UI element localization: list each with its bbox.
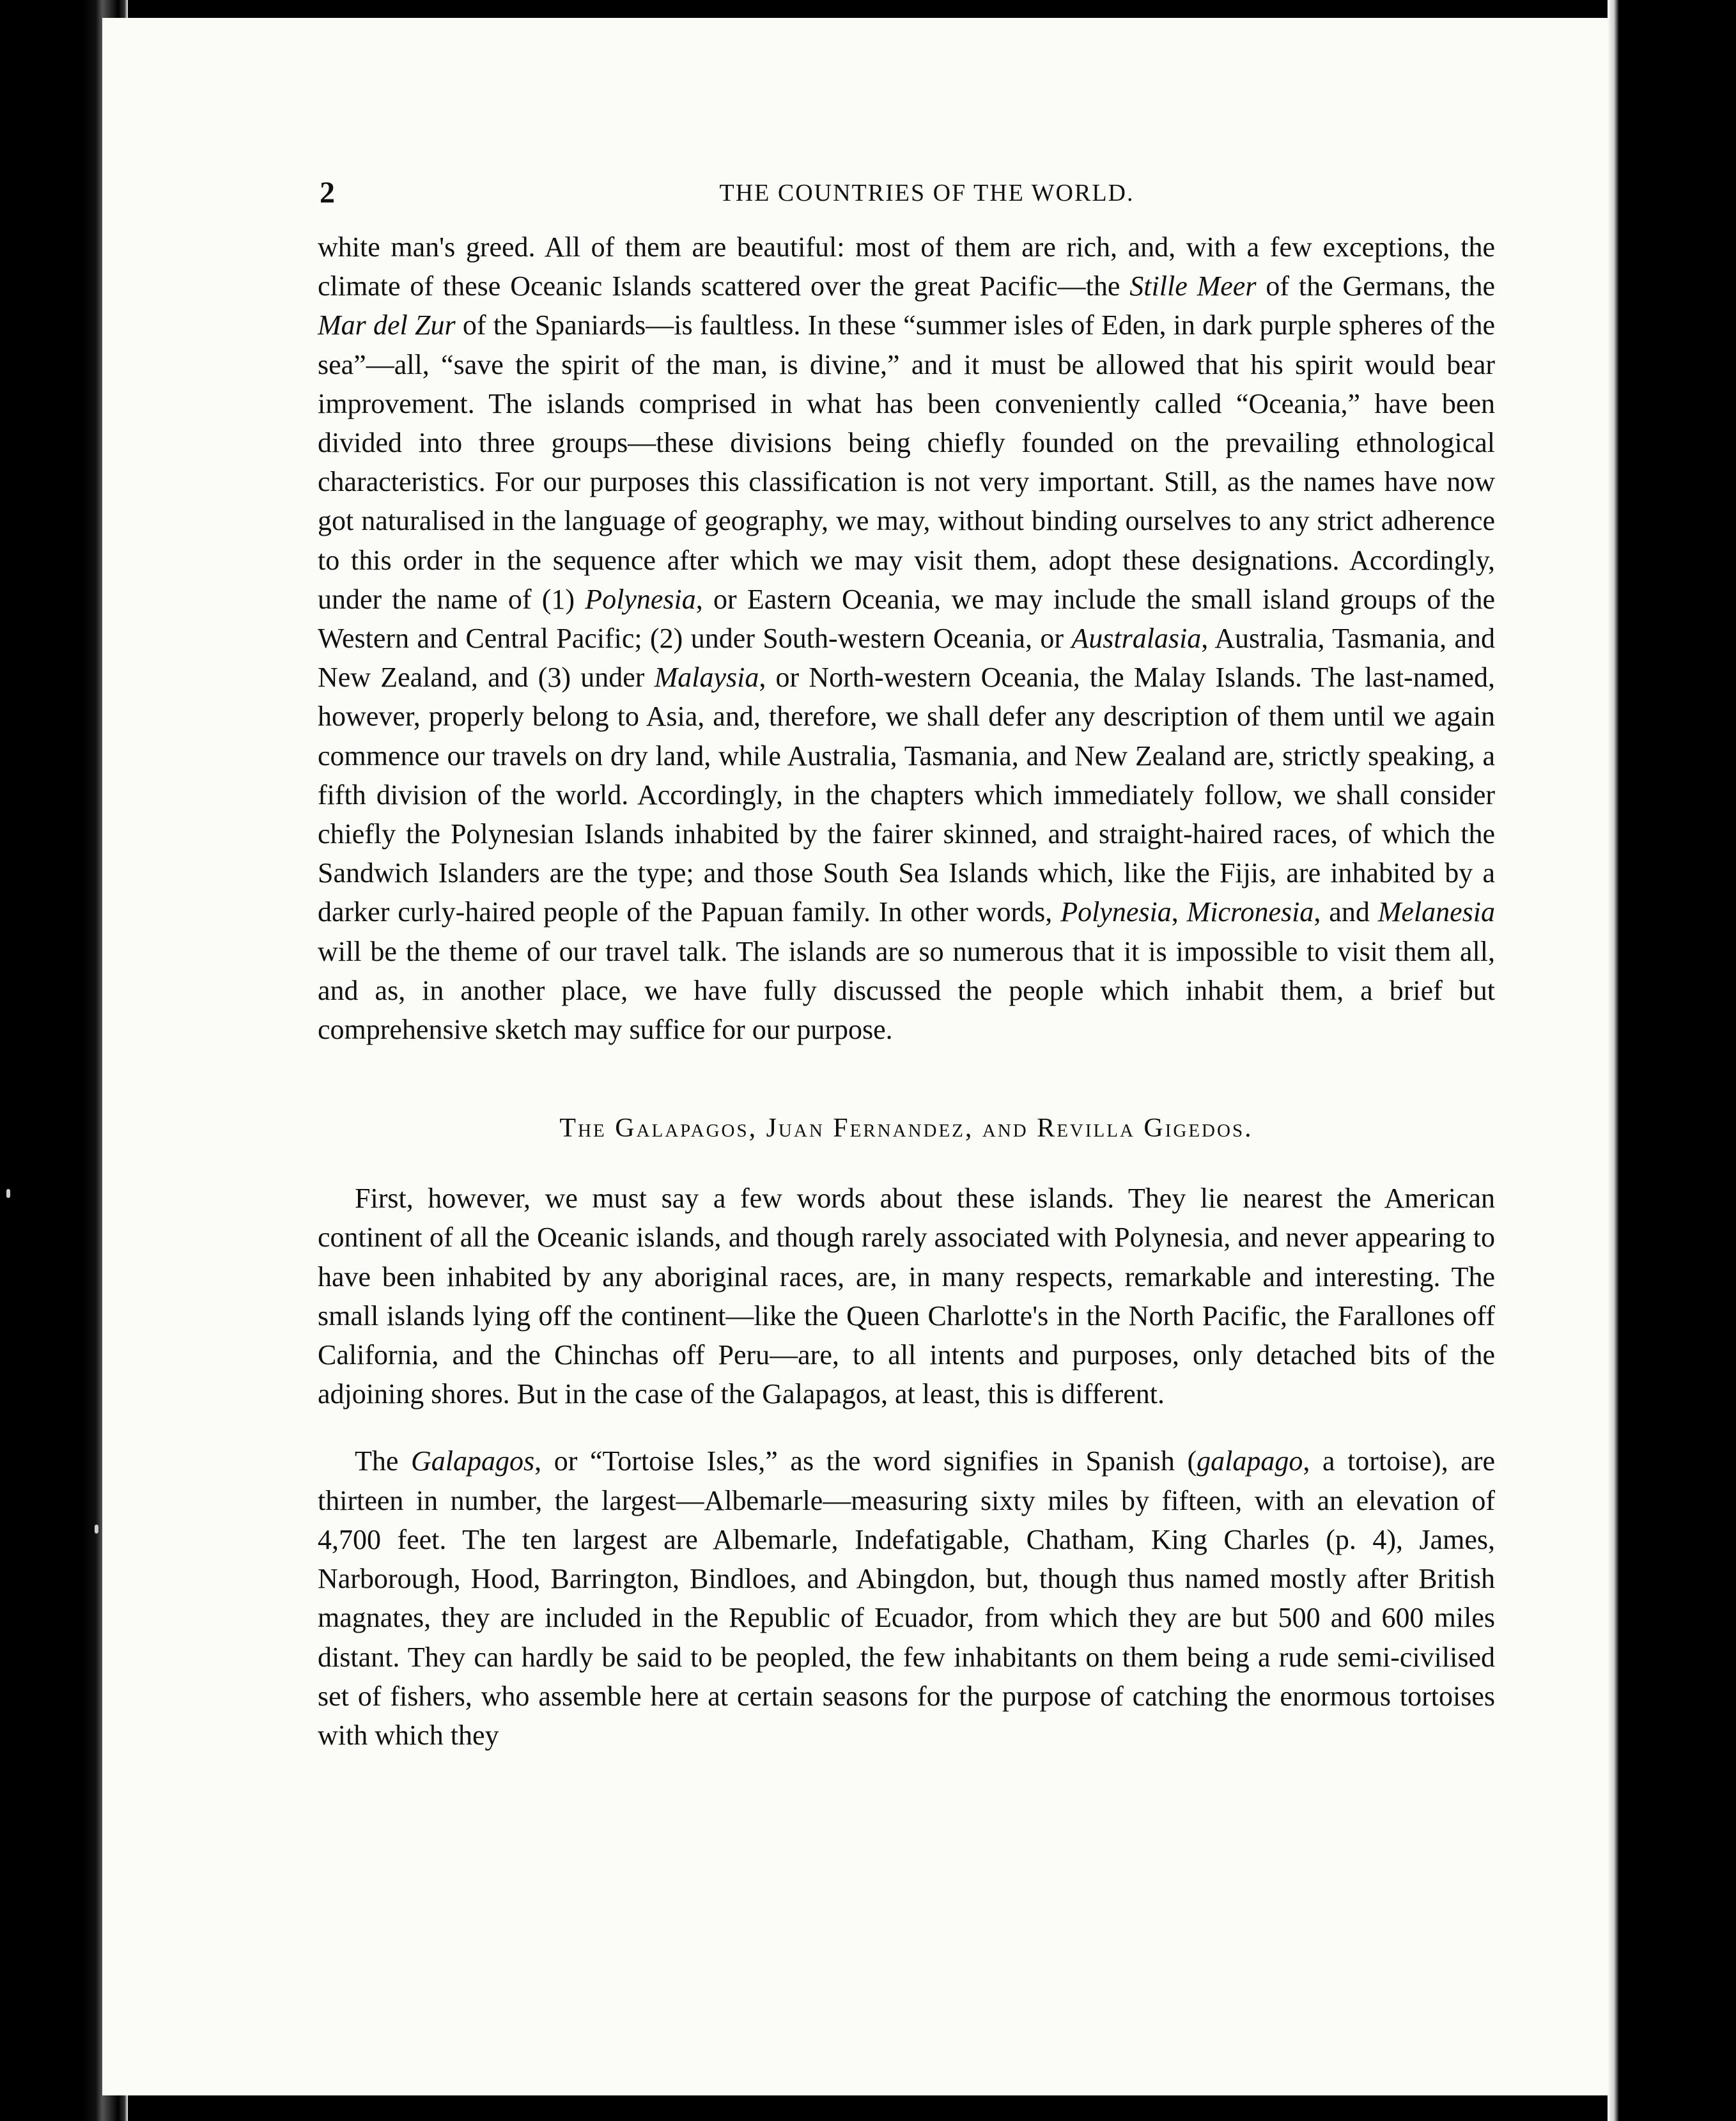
scan-speck: [95, 1525, 98, 1534]
page-body: [318, 228, 1495, 1755]
italic-term: Stille Meer: [1129, 270, 1257, 302]
text-run: , or North-western Oceania, the Malay Islands. The last-named, however, properly belong to Asia, and, therefore, we shall defer any description of them until we again commence our travels on dry land, while Australia, Tasmania, and New Zealand are, strictly speaking, a fifth division of the world. Accordingly, in the chapters which immediately follow, we shall consider chiefly the Polynesian Islands inhabited by the fairer skinned, and straight-haired races, of which the Sandwich Islanders are the type; and those South Sea Islands which, like the Fijis, are inhabited by a darker curly-haired people of the Papuan family. In other words,: [318, 662, 1495, 928]
italic-term: Polynesia: [1060, 896, 1172, 928]
text-run: , a tortoise), are thirteen in number, the largest—Albemarle—measuring sixty miles by fifteen, with an elevation of 4,700 feet. The ten largest are Albemarle, Indefatigable, Chatham, King Charles (p. 4), James, Narborough, Hood, Barrington, Bindloes, and Abingdon, but, though thus named mostly after British magnates, they are included in the Republic of Ecuador, from which they are but 500 and 600 miles distant. They can hardly be said to be peopled, the few inhabitants on them being a rude semi-civilised set of fishers, who assemble here at certain seasons for the purpose of catching the enormous tortoises with which they: [318, 1445, 1496, 1751]
italic-term: Micronesia: [1186, 896, 1314, 928]
italic-term: Mar del Zur: [318, 309, 456, 341]
text-run: , or “Tortoise Isles,” as the word signifies in Spanish (: [534, 1445, 1197, 1477]
text-run: , or Eastern Oceania, we may include the small island groups of the Western and Central Pacific; (2) under South-western Oceania, or: [318, 583, 1495, 655]
text-run: , Australia, Tasmania, and New Zealand, and (3) under: [318, 623, 1495, 694]
text-run: of the Germans, the: [1256, 270, 1495, 302]
paragraph-islands-overview: First, however, we must say a few words about these islands. They lie nearest the American continent of all the Oceanic islands, and though rarely associated with Polynesia, and never appearing to have been inhabited by any aboriginal races, are, in many respects, remarkable and interesting. The small islands lying off the continent—like the Queen Charlotte's in the North Pacific, the Farallones off California, and the Chinchas off Peru—are, to all intents and purposes, only detached bits of the adjoining shores. But in the case of the Galapagos, at least, this is different.: [318, 1183, 1495, 1410]
page-right-edge: [1608, 0, 1633, 2121]
text-run: of the Spaniards—is faultless. In these “summer isles of Eden, in dark purple spheres of the sea”—all, “save the spirit of the man, is divine,” and it must be allowed that his spirit would bear improvement. The islands comprised in what has been conveniently called “Oceania,” have been divided into three groups—these divisions being chiefly founded on the prevailing ethnological characteristics. For our purposes this classification is not very important. Still, as the names have now got naturalised in the language of geography, we may, without binding ourselves to any strict adherence to this order in the sequence after which we may visit them, adopt these designations. Accordingly, under the name of (1): [318, 309, 1496, 615]
text-run: white man's greed. All of them are beautiful: most of them are rich, and, with a few exceptions, the climate of these Oceanic Islands scattered over the great Pacific—the: [318, 231, 1495, 302]
text-run: ,: [1171, 896, 1187, 928]
section-heading: The Galapagos, Juan Fernandez, and Revilla Gigedos.: [559, 1114, 1253, 1144]
paragraph-oceania-intro: [318, 228, 1495, 1049]
italic-term: Australasia: [1071, 623, 1202, 655]
italic-term: Polynesia: [585, 583, 696, 615]
running-head: THE COUNTRIES OF THE WORLD.: [719, 180, 1135, 206]
page-number: 2: [320, 176, 335, 210]
italic-term: galapago: [1197, 1445, 1303, 1477]
scan-speck: [6, 1189, 10, 1198]
text-run: will be the theme of our travel talk. The islands are so numerous that it is impossible to visit them all, and as, in another place, we have fully discussed the people which inhabit them, a brief but comprehensive sketch may suffice for our purpose.: [318, 935, 1495, 1046]
italic-term: Melanesia: [1377, 896, 1496, 928]
text-run: The: [355, 1445, 411, 1477]
paragraph-galapagos: [318, 1441, 1495, 1755]
italic-term: Malaysia: [654, 662, 759, 694]
text-run: , and: [1314, 896, 1378, 928]
page-header: [320, 174, 1496, 212]
italic-term: Galapagos: [411, 1445, 535, 1477]
